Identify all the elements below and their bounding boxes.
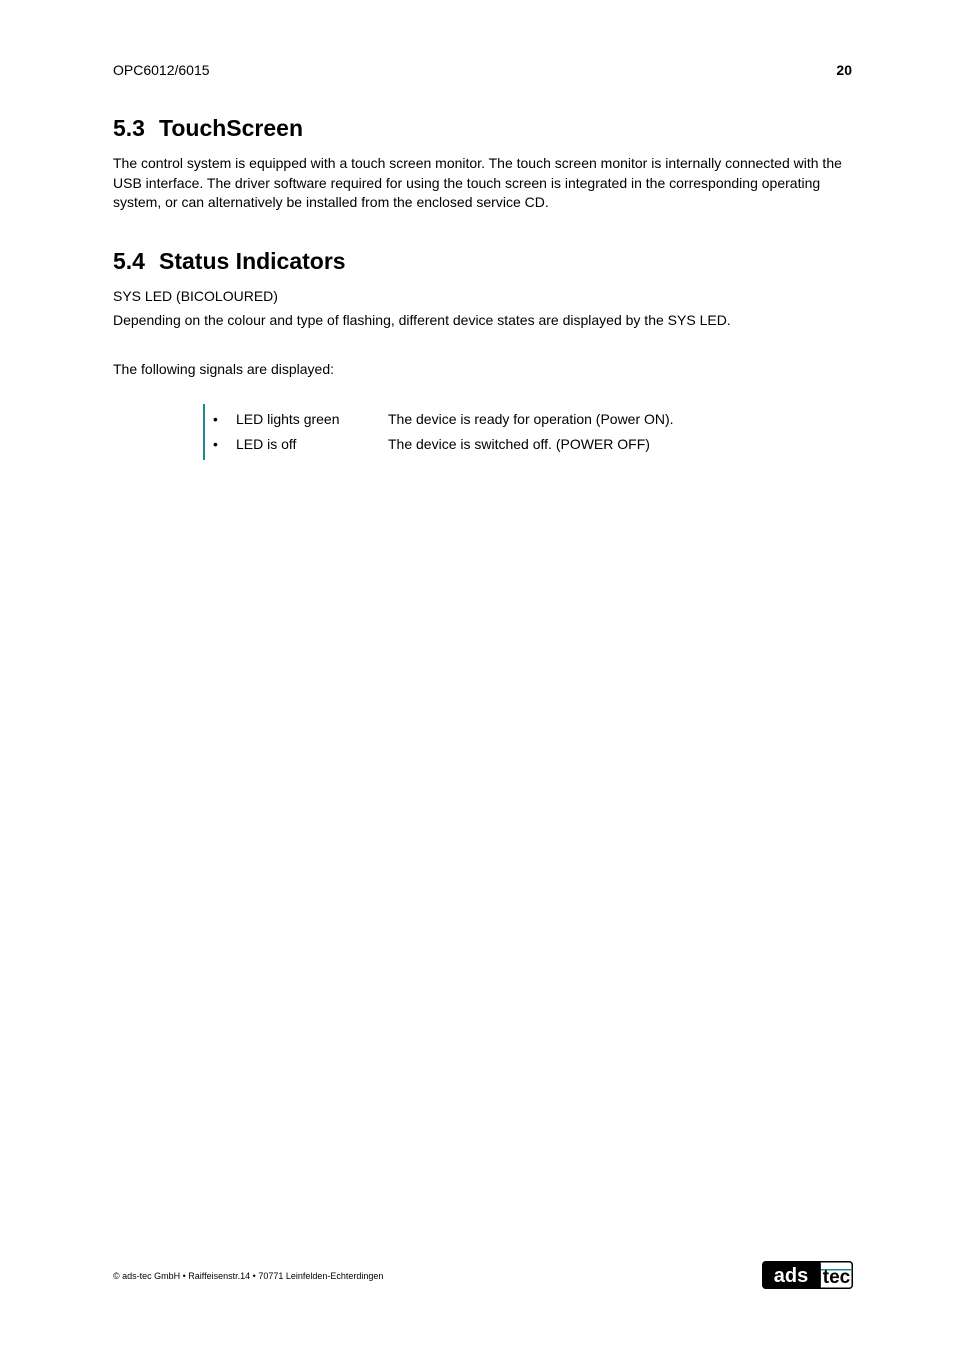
signal-list-rule — [203, 404, 205, 460]
status-paragraph: Depending on the colour and type of flashing, different device states are displayed by the SYS LED. — [113, 312, 731, 328]
section-heading-status-indicators — [113, 248, 346, 275]
footer-address: © ads-tec GmbH • Raiffeisenstr.14 • 70771 Leinfelden-Echterdingen — [113, 1271, 384, 1281]
signal-label: LED is off — [236, 436, 297, 452]
section-number: 5.4 — [113, 248, 145, 274]
signal-label: LED lights green — [236, 411, 340, 427]
page-number: 20 — [836, 62, 852, 78]
section-heading-touchscreen — [113, 115, 303, 142]
bullet-icon: • — [213, 436, 218, 452]
document-id: OPC6012/6015 — [113, 62, 210, 78]
touchscreen-paragraph: The control system is equipped with a touch screen monitor. The touch screen monitor is internally connected with the USB interface. The driver software required for using the touch screen is integrated in the corresponding operating system, or can alternatively be installed from the enclosed service CD. — [113, 155, 842, 210]
logo-text-tec: tec — [822, 1267, 851, 1288]
section-title: Status Indicators — [159, 248, 346, 274]
signal-description: The device is ready for operation (Power ON). — [388, 411, 674, 427]
signals-intro: The following signals are displayed: — [113, 361, 335, 377]
signal-description: The device is switched off. (POWER OFF) — [388, 436, 650, 452]
bullet-icon: • — [213, 411, 218, 427]
logo-text-ads: ads — [773, 1265, 809, 1287]
section-title: TouchScreen — [159, 115, 303, 141]
section-number: 5.3 — [113, 115, 145, 141]
sys-led-subheading: SYS LED (BICOLOURED) — [113, 288, 278, 304]
ads-tec-logo — [762, 1261, 853, 1289]
